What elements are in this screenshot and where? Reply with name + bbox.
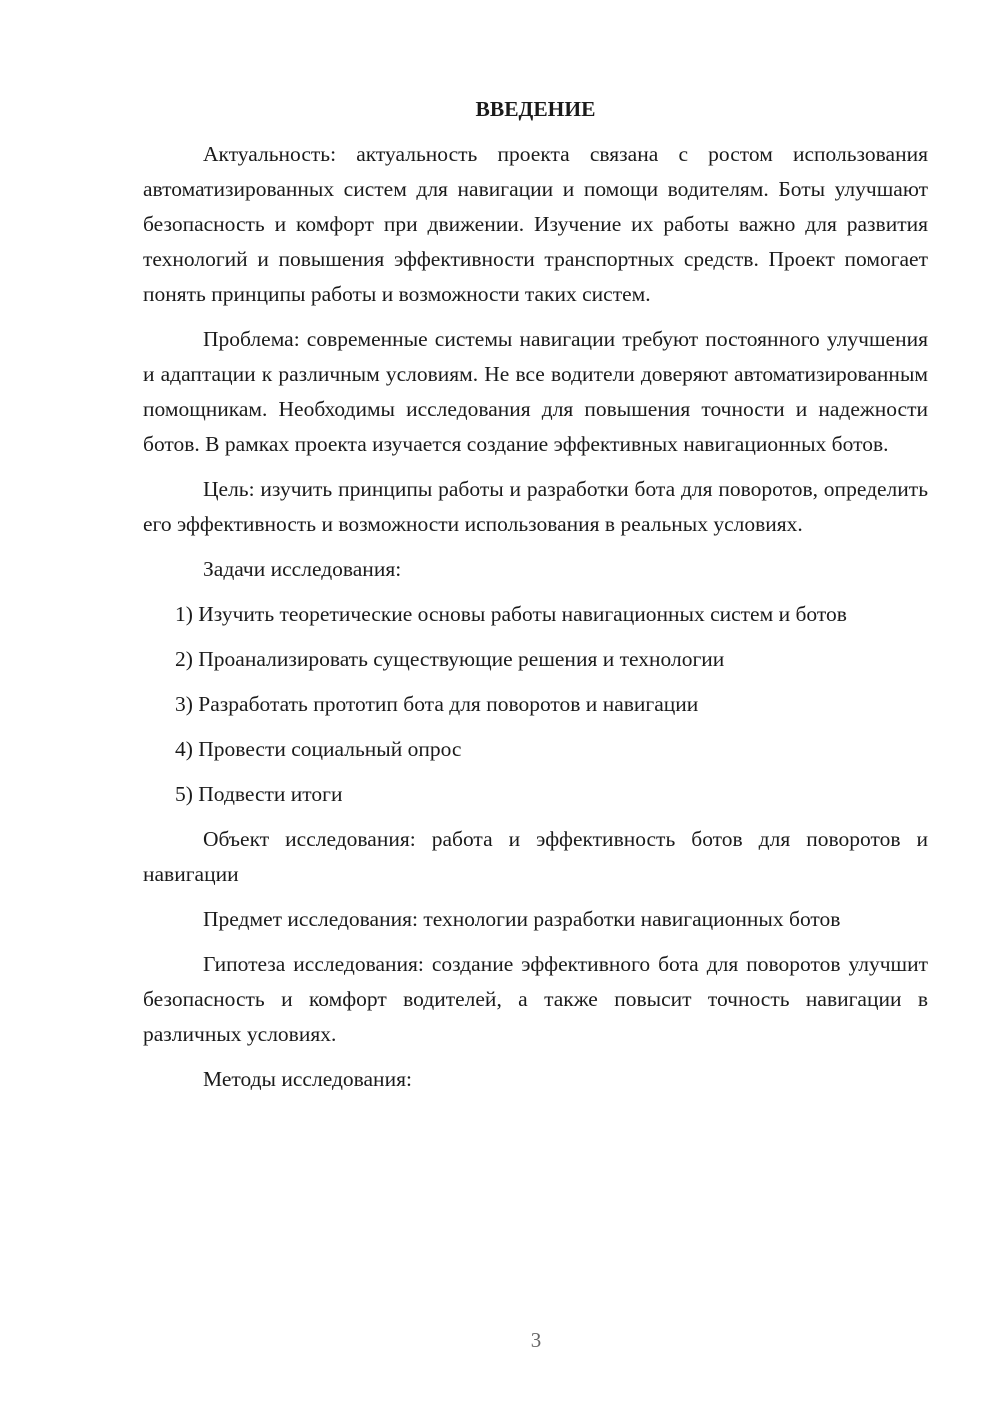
task-item: 1) Изучить теоретические основы работы навигационных систем и ботов bbox=[175, 602, 847, 626]
paragraph-relevance: Актуальность: актуальность проекта связана с ростом использования автоматизированных систем для навигации и помощи водителям. Боты улучшают безопасность и комфорт при движении. Изучение их работы важно для развития технологий и повышения эффективности транспортных средств. Проект помогает понять принципы работы и возможности таких систем. bbox=[143, 142, 928, 306]
methods-heading: Методы исследования: bbox=[203, 1067, 412, 1091]
section-title: ВВЕДЕНИЕ bbox=[475, 97, 596, 121]
paragraph-subject: Предмет исследования: технологии разработки навигационных ботов bbox=[203, 907, 841, 931]
task-item: 5) Подвести итоги bbox=[175, 782, 343, 806]
task-item: 4) Провести социальный опрос bbox=[175, 737, 462, 761]
tasks-list bbox=[143, 597, 928, 812]
page-number: 3 bbox=[530, 1328, 542, 1352]
task-item: 2) Проанализировать существующие решения и технологии bbox=[175, 647, 725, 671]
paragraph-object: Объект исследования: работа и эффективность ботов для поворотов и навигации bbox=[143, 827, 928, 886]
paragraph-goal: Цель: изучить принципы работы и разработки бота для поворотов, определить его эффективность и возможности использования в реальных условиях. bbox=[143, 477, 928, 536]
document-page bbox=[143, 92, 928, 1107]
task-item: 3) Разработать прототип бота для поворотов и навигации bbox=[175, 692, 699, 716]
paragraph-problem: Проблема: современные системы навигации требуют постоянного улучшения и адаптации к различным условиям. Не все водители доверяют автоматизированным помощникам. Необходимы исследования для повышения точности и надежности ботов. В рамках проекта изучается создание эффективных навигационных ботов. bbox=[143, 327, 928, 456]
paragraph-hypothesis: Гипотеза исследования: создание эффективного бота для поворотов улучшит безопасность и комфорт водителей, а также повысит точность навигации в различных условиях. bbox=[143, 952, 928, 1046]
tasks-heading: Задачи исследования: bbox=[203, 557, 402, 581]
